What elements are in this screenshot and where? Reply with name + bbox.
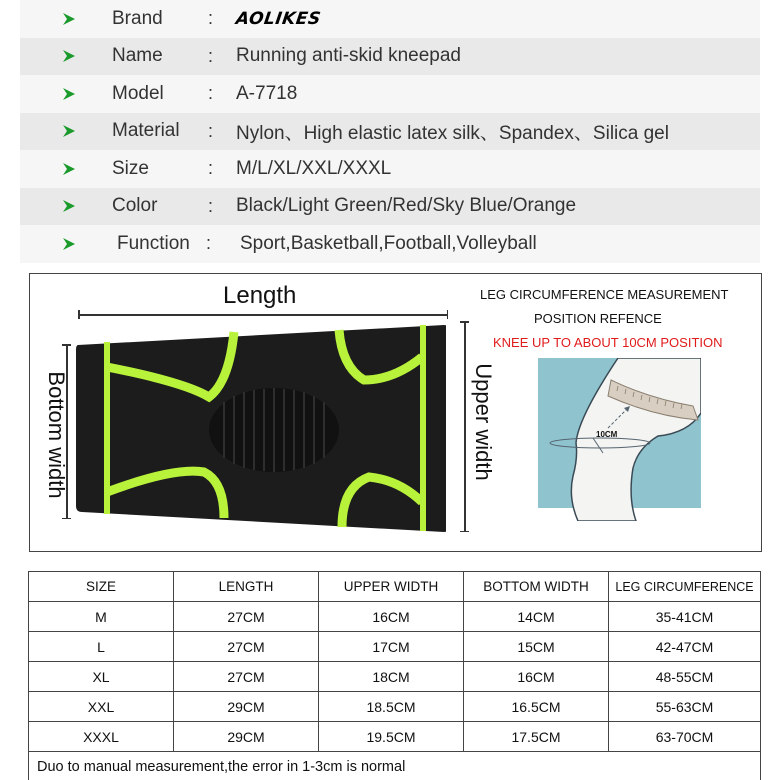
spec-separator: : xyxy=(206,233,212,254)
table-row xyxy=(29,632,761,662)
table-header-row xyxy=(29,572,761,602)
spec-list xyxy=(20,0,760,263)
cell-length: 29CM xyxy=(174,722,319,752)
length-dimension-line xyxy=(78,314,448,316)
spec-row-color xyxy=(20,188,760,226)
cell-bottom-width: 16.5CM xyxy=(464,692,609,722)
cell-leg-circumference: 48-55CM xyxy=(609,662,761,692)
spec-label: Color xyxy=(112,195,158,217)
upper-width-label: Upper width xyxy=(471,363,496,481)
leg-measurement-title: LEG CIRCUMFERENCE MEASUREMENT xyxy=(480,287,729,302)
spec-row-name xyxy=(20,38,760,76)
green-arrow-icon xyxy=(62,162,76,176)
cell-size: L xyxy=(29,632,174,662)
cell-bottom-width: 15CM xyxy=(464,632,609,662)
column-header-bottom-width: BOTTOM WIDTH xyxy=(464,572,609,602)
cell-leg-circumference: 55-63CM xyxy=(609,692,761,722)
ten-cm-label: 10CM xyxy=(596,430,618,439)
spec-separator: : xyxy=(208,158,214,179)
green-arrow-icon xyxy=(62,49,76,63)
green-arrow-icon xyxy=(62,12,76,26)
spec-separator: : xyxy=(208,195,214,216)
spec-row-brand xyxy=(20,0,760,38)
cell-upper-width: 19.5CM xyxy=(319,722,464,752)
column-header-leg-circumference: LEG CIRCUMFERENCE xyxy=(609,572,761,602)
spec-label: Material xyxy=(112,120,180,142)
kneepad-image xyxy=(74,322,446,534)
table-row xyxy=(29,692,761,722)
knee-measurement-illustration xyxy=(538,358,701,521)
cell-size: M xyxy=(29,602,174,632)
spec-row-size xyxy=(20,150,760,188)
cell-upper-width: 17CM xyxy=(319,632,464,662)
spec-separator: : xyxy=(208,120,214,141)
cell-size: XXL xyxy=(29,692,174,722)
spec-value: A-7718 xyxy=(236,82,298,104)
cell-leg-circumference: 35-41CM xyxy=(609,602,761,632)
bottom-width-label: Bottom width xyxy=(44,371,69,499)
length-label: Length xyxy=(223,282,297,309)
spec-value: M/L/XL/XXL/XXXL xyxy=(236,157,392,179)
spec-label: Model xyxy=(112,82,164,104)
green-arrow-icon xyxy=(62,124,76,138)
spec-value: Running anti-skid kneepad xyxy=(236,45,461,67)
spec-value: Sport,Basketball,Football,Volleyball xyxy=(240,232,537,254)
spec-separator: : xyxy=(208,45,214,66)
cell-length: 27CM xyxy=(174,662,319,692)
column-header-upper-width: UPPER WIDTH xyxy=(319,572,464,602)
leg-measurement-note: KNEE UP TO ABOUT 10CM POSITION xyxy=(493,335,723,350)
table-row xyxy=(29,722,761,752)
cell-upper-width: 18.5CM xyxy=(319,692,464,722)
spec-row-material xyxy=(20,113,760,151)
size-chart-table xyxy=(28,571,761,780)
spec-label: Size xyxy=(112,157,149,179)
leg-measurement-subtitle: POSITION REFENCE xyxy=(534,311,662,326)
brand-logo: AOLIKES xyxy=(234,8,323,29)
spec-value: Black/Light Green/Red/Sky Blue/Orange xyxy=(236,195,577,217)
green-arrow-icon xyxy=(62,237,76,251)
cell-leg-circumference: 63-70CM xyxy=(609,722,761,752)
column-header-size: SIZE xyxy=(29,572,174,602)
cell-size: XL xyxy=(29,662,174,692)
column-header-length: LENGTH xyxy=(174,572,319,602)
spec-label: Function xyxy=(117,232,190,254)
spec-value: Nylon、High elastic latex silk、Spandex、Silica gel xyxy=(236,122,669,144)
cell-bottom-width: 16CM xyxy=(464,662,609,692)
cell-bottom-width: 14CM xyxy=(464,602,609,632)
cell-length: 27CM xyxy=(174,602,319,632)
table-note-row xyxy=(29,752,761,780)
green-arrow-icon xyxy=(62,87,76,101)
table-row xyxy=(29,602,761,632)
cell-bottom-width: 17.5CM xyxy=(464,722,609,752)
spec-row-function xyxy=(20,225,760,263)
cell-length: 27CM xyxy=(174,632,319,662)
table-row xyxy=(29,662,761,692)
cell-upper-width: 18CM xyxy=(319,662,464,692)
cell-size: XXXL xyxy=(29,722,174,752)
spec-label: Name xyxy=(112,45,163,67)
green-arrow-icon xyxy=(62,199,76,213)
spec-row-model xyxy=(20,75,760,113)
cell-upper-width: 16CM xyxy=(319,602,464,632)
spec-separator: : xyxy=(208,8,214,29)
measurement-note: Duo to manual measurement,the error in 1-3cm is normal xyxy=(29,752,761,780)
upper-width-dimension-line xyxy=(464,321,466,532)
spec-label: Brand xyxy=(112,7,163,29)
cell-length: 29CM xyxy=(174,692,319,722)
spec-separator: : xyxy=(208,83,214,104)
cell-leg-circumference: 42-47CM xyxy=(609,632,761,662)
measurement-diagram xyxy=(29,273,762,552)
